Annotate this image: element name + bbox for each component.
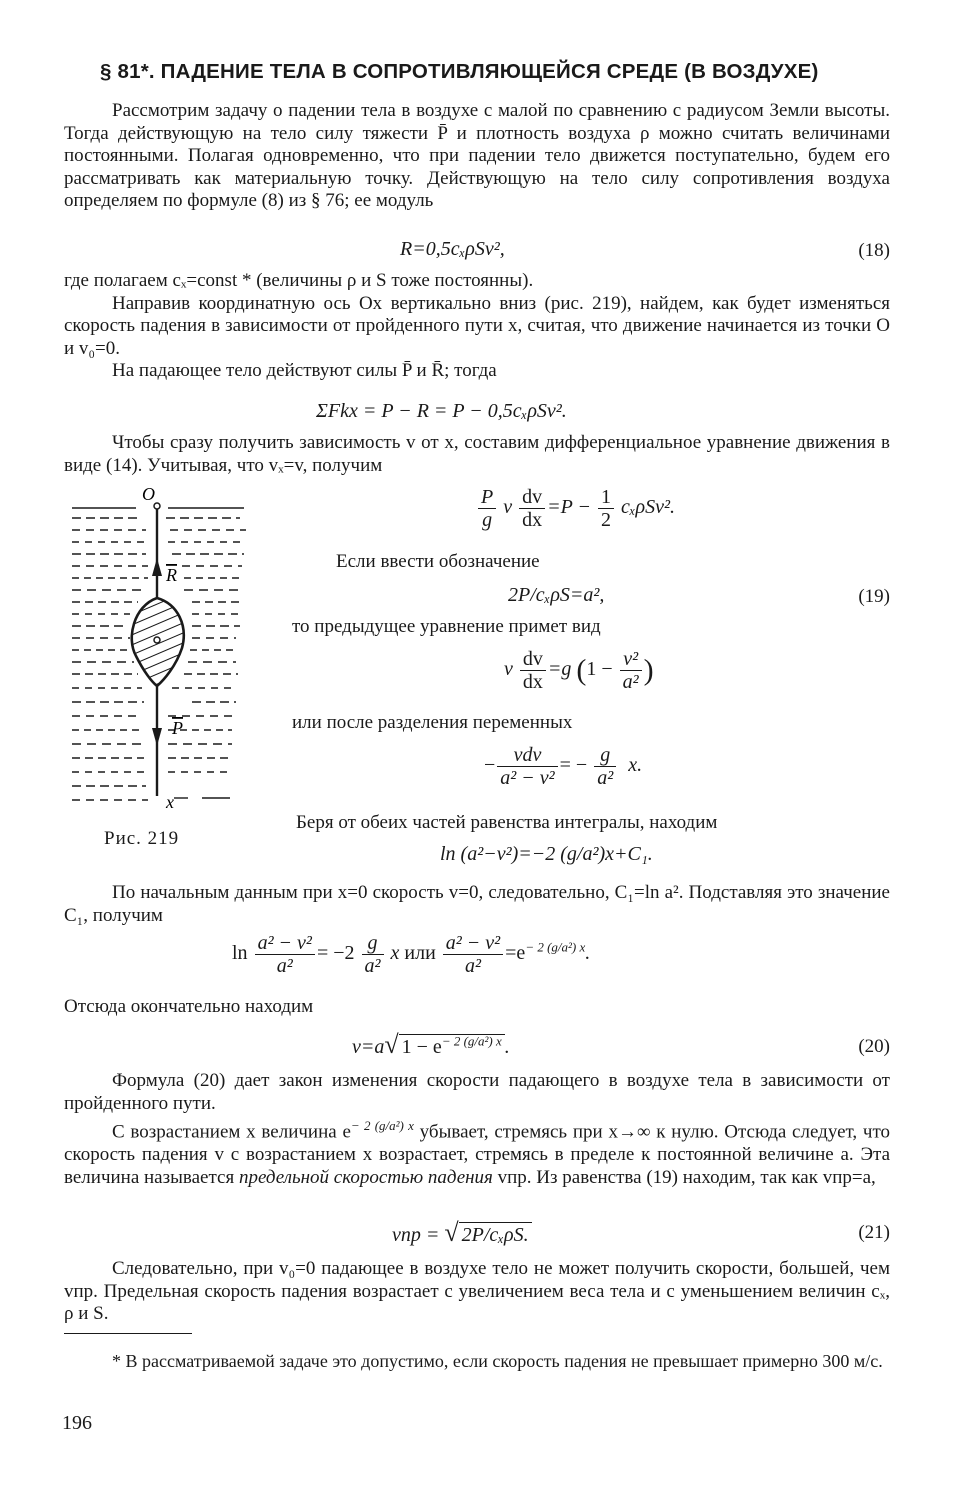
paragraph-3: Направив координатную ось Ox вертикально вниз (рис. 219), найдем, как будет изменяться скорость падения в зависимости от пройденного пути x, считая, что движение начинается из точки O и v₀=0.	[64, 292, 890, 359]
footnote-block	[64, 1350, 890, 1373]
log-x: x	[390, 942, 400, 965]
paragraph-8: или после разделения переменных	[292, 712, 573, 733]
equation-21-number: (21)	[858, 1222, 890, 1243]
sep-g: g	[594, 744, 616, 767]
figure-label-o: O	[142, 484, 155, 504]
diff-dv: dv	[519, 486, 545, 509]
page-number: 196	[62, 1412, 92, 1434]
figure-label-r: R	[166, 565, 177, 585]
eq20-lhs: v=a	[352, 1036, 385, 1058]
diff-rhs: =P −	[547, 496, 596, 519]
footnote: * В рассматриваемой задаче это допустимо, если скорость падения не превышает примерно 300 м/с.	[112, 1351, 883, 1371]
equation-sum-force: ΣFkx = P − R = P − 0,5cₓρSv².	[316, 400, 567, 422]
log-a2: a²	[364, 955, 381, 977]
eqb-one: 1 −	[586, 658, 618, 681]
paragraph-13-exp: − 2 (g/a²) x	[350, 1118, 414, 1134]
paragraph-4: На падающее тело действуют силы P̄ и R̄; тогда	[112, 360, 497, 382]
paragraph-13b: убывает, стремясь при x→∞ к нулю. Отсюда следует, что скорость падения v с возрастанием x возрастает, стремясь в пределе к постоянной величине a. Эта величина называется	[64, 1121, 890, 1188]
force-p-arrow	[152, 728, 162, 746]
half-den: 2	[600, 509, 611, 531]
sep-den: a² − v²	[500, 767, 555, 789]
paragraph-1: Рассмотрим задачу о падении тела в воздухе с малой по сравнению с радиусом Земли высоты. Тогда действующую на тело силу тяжести P̄ и плотность воздуха ρ можно считать величинами постоянными. Полагая одновременно, что при падении тело движется поступательно, будем его рассматривать как материальную точку. Действующую на тело силу сопротивления воздуха определяем по формуле (8) из § 76; ее модуль	[64, 100, 890, 212]
paragraph-5: Чтобы сразу получить зависимость v от x, составим дифференциальное уравнение движения в виде (14). Учитывая, что vₓ=v, получим	[64, 432, 890, 476]
paragraph-block-11	[64, 996, 890, 1019]
force-r-arrow	[152, 558, 162, 576]
paragraph-13c: предельной скоростью падения	[238, 1166, 493, 1188]
equation-19: 2P/cₓρS=a²,	[508, 584, 605, 606]
diff-lhs-den: g	[482, 509, 493, 531]
paragraph-block-9	[296, 812, 890, 835]
eq20-exp: − 2 (g/a²) x	[441, 1033, 502, 1049]
equation-differential	[476, 486, 675, 531]
paragraph-block-10	[64, 882, 890, 927]
equation-18-number: (18)	[858, 240, 890, 261]
footnote-rule	[64, 1333, 192, 1334]
paragraph-block-14	[64, 1258, 890, 1326]
paragraph-block-2	[64, 270, 890, 383]
log-ln: ln	[232, 942, 248, 965]
log-or: или	[404, 942, 436, 965]
figure-219	[60, 480, 260, 820]
equation-logarithm	[232, 932, 590, 977]
eqb-den: a²	[622, 671, 639, 693]
equation-integral: ln (a²−v²)=−2 (g/a²)x+C₁.	[440, 843, 653, 865]
paragraph-block-5	[64, 432, 890, 477]
paragraph-block-12	[64, 1070, 890, 1189]
eqb-num: v²	[620, 648, 642, 671]
diff-tail: cₓρSv².	[620, 496, 676, 519]
paragraph-2: где полагаем cₓ=const * (величины ρ и S тоже постоянны).	[64, 270, 534, 291]
paragraph-11: Отсюда окончательно находим	[64, 996, 314, 1017]
paragraph-9: Беря от обеих частей равенства интегралы, находим	[296, 812, 718, 833]
paragraph-7: то предыдущее уравнение примет вид	[292, 616, 601, 637]
equation-20: v=a√ $1 - e^{- 2 (g/a^2) x}$ .	[352, 1030, 510, 1059]
paragraph-intro	[64, 100, 890, 213]
paragraph-14: Следовательно, при v₀=0 падающее в воздухе тело не может получить скорости, большей, чем vпр. Предельная скорость падения возрастает с увеличением веса тела и с уменьшением величин cₓ, ρ и S.	[64, 1258, 890, 1325]
diff-v: v	[503, 496, 513, 519]
sep-num: vdv	[497, 744, 557, 767]
eq21-root: 2P/cₓρS.	[459, 1222, 532, 1246]
figure-caption: Рис. 219	[104, 828, 180, 849]
log-den2: a²	[464, 955, 481, 977]
figure-label-x: x	[166, 792, 174, 812]
paragraph-10: По начальным данным при x=0 скорость v=0, следовательно, C₁=ln a². Подставляя это значение C₁, получим	[64, 882, 890, 926]
log-den: a²	[276, 955, 293, 977]
equation-18: R=0,5cₓρSv²,	[400, 238, 505, 260]
equation-velocity: v $\frac{dv}{dx}$ =g (1 − $\frac{\text{v²}}{\text{a²}}$ )	[504, 648, 654, 693]
sep-eq: = −	[559, 754, 588, 777]
log-mid: = −2	[316, 942, 355, 965]
paragraph-6: Если ввести обозначение	[336, 551, 540, 572]
equation-separation	[484, 744, 642, 789]
log-exp: − 2 (g/a²) x	[525, 939, 586, 955]
log-dot: .	[585, 942, 591, 965]
center-of-mass	[154, 637, 160, 643]
log-g: g	[362, 932, 384, 955]
equation-19-number: (19)	[858, 586, 890, 607]
equation-20-number: (20)	[858, 1036, 890, 1057]
half-num: 1	[598, 486, 614, 509]
sep-a2: a²	[597, 767, 614, 789]
log-num: a² − v²	[255, 932, 315, 955]
log-num2: a² − v²	[443, 932, 503, 955]
paragraph-block-8	[292, 712, 890, 735]
figure-label-p: P	[172, 718, 183, 738]
paragraph-block-6	[336, 551, 890, 574]
paragraph-block-7	[292, 616, 890, 639]
paragraph-13a: С возрастанием x величина e	[112, 1121, 351, 1143]
sep-x: x.	[628, 754, 643, 777]
eq21-lhs: vпр =	[392, 1224, 440, 1246]
paragraph-13	[64, 1115, 890, 1189]
paragraph-12: Формула (20) дает закон изменения скорости падающего в воздухе тела в зависимости от пройденного пути.	[64, 1070, 890, 1114]
section-title: § 81*. ПАДЕНИЕ ТЕЛА В СОПРОТИВЛЯЮЩЕЙСЯ СРЕДЕ (В ВОЗДУХЕ)	[100, 60, 819, 83]
eq20-root: 1 − e	[401, 1036, 442, 1058]
log-e: =e	[505, 942, 526, 965]
diff-dx: dx	[522, 509, 543, 531]
eqb-v: v	[504, 658, 513, 681]
paragraph-13d: vпр. Из равенства (19) находим, так как vпр=a,	[492, 1166, 876, 1188]
equation-21: vпр = √ 2P/cₓρS.	[392, 1218, 532, 1248]
eqb-dx: dx	[522, 671, 543, 693]
eqb-mid: =g	[547, 658, 572, 681]
eqb-dv: dv	[520, 648, 546, 671]
sep-neg: −	[484, 754, 496, 777]
eq20-dot: .	[504, 1036, 510, 1058]
diff-lhs-num: P	[478, 486, 496, 509]
